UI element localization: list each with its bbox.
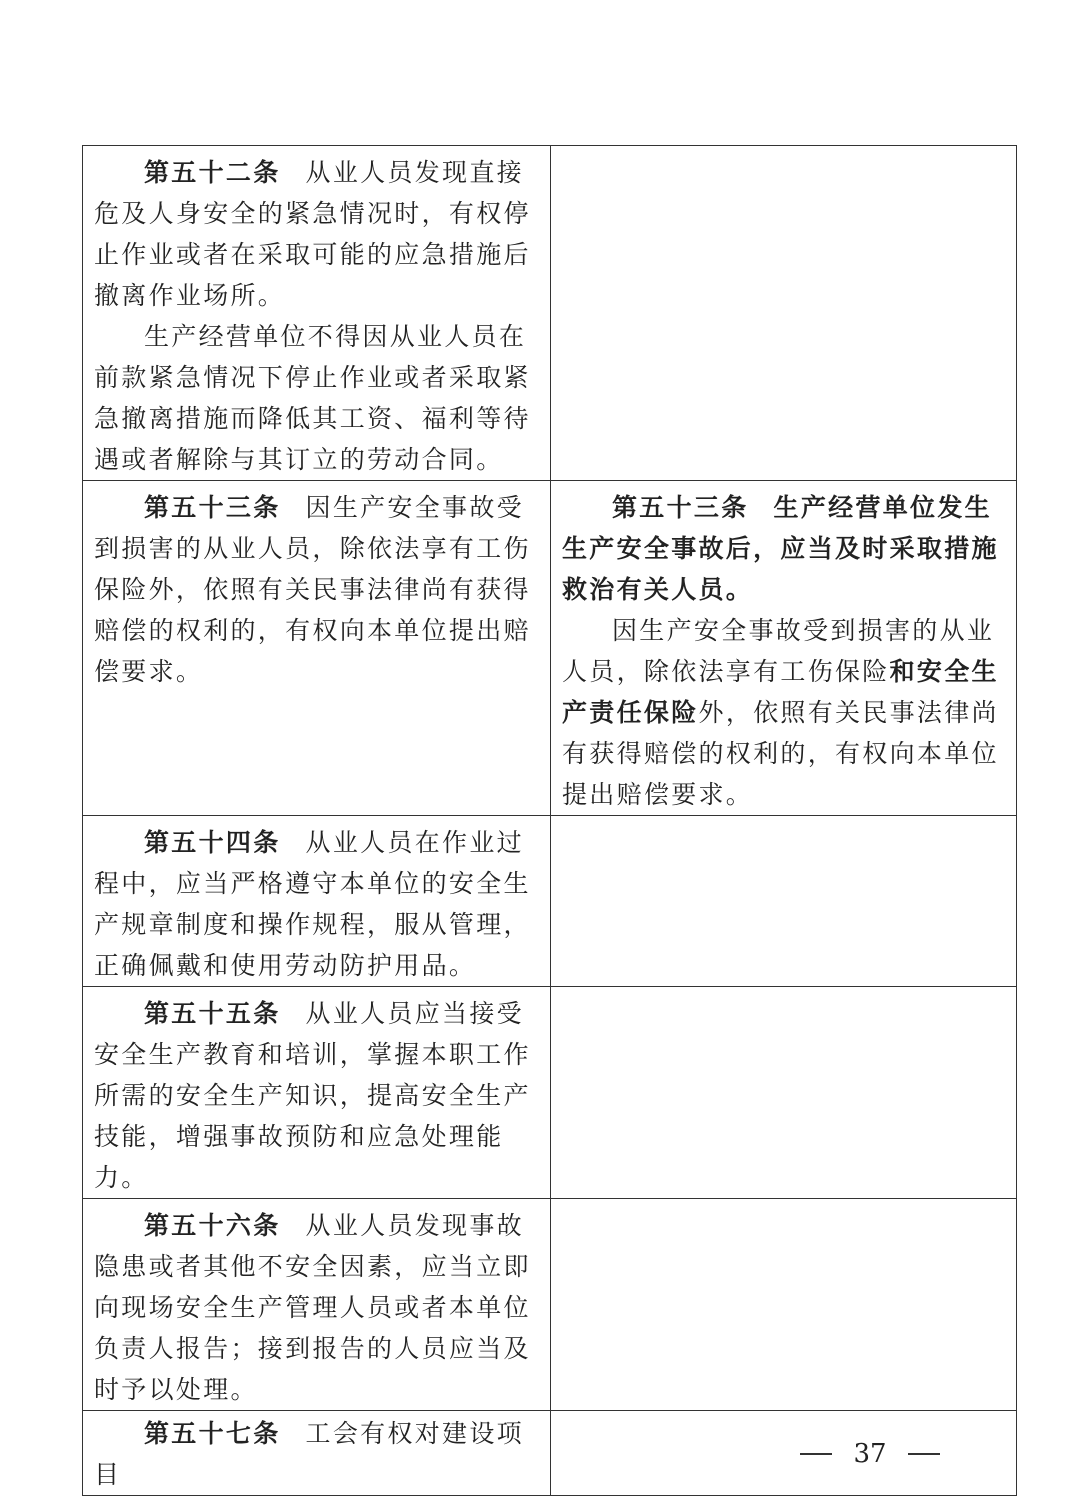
article-number: 第五十三条 [612,493,749,522]
article-text: 工会有权对建设项目 [94,1419,524,1489]
article-number: 第五十六条 [144,1211,281,1240]
article-number: 第五十五条 [144,999,281,1028]
article-text-added: 和安全生产责任保险 [562,657,999,727]
article-text: 生产经营单位不得因从业人员在前款紧急情况下停止作业或者采取紧急撤离措施而降低其工资、福利等待遇或者解除与其订立的劳动合同。 [94,322,531,474]
left-cell [83,987,551,1199]
article-number: 第五十三条 [144,493,281,522]
table-row [83,146,1017,481]
article-text: 从业人员在作业过程中，应当严格遵守本单位的安全生产规章制度和操作规程，服从管理，正确佩戴和使用劳动防护用品。 [94,828,531,980]
article-text: 从业人员应当接受安全生产教育和培训，掌握本职工作所需的安全生产知识，提高安全生产技能，增强事故预防和应急处理能力。 [94,999,531,1192]
table-row [83,1199,1017,1411]
article-number: 第五十四条 [144,828,281,857]
article-paragraph [94,993,540,1198]
article-text: 因生产安全事故受到损害的从业人员，除依法享有工伤保险 [562,616,995,686]
right-cell [551,816,1017,987]
footer-dash-right [908,1453,940,1455]
right-cell [551,1411,1017,1496]
article-text: 从业人员发现直接危及人身安全的紧急情况时，有权停止作业或者在采取可能的应急措施后撤离作业场所。 [94,158,531,310]
article-paragraph [94,152,540,316]
article-paragraph [562,487,1006,610]
article-text: 因生产安全事故受到损害的从业人员，除依法享有工伤保险外，依照有关民事法律尚有获得赔偿的权利的，有权向本单位提出赔偿要求。 [94,493,531,686]
article-number: 第五十七条 [144,1419,281,1448]
article-paragraph [562,610,1006,815]
right-cell [551,481,1017,816]
page-number: 37 [853,1439,887,1469]
article-text-added: 生产经营单位发生生产安全事故后，应当及时采取措施救治有关人员。 [562,493,999,604]
article-text: 从业人员发现事故隐患或者其他不安全因素，应当立即向现场安全生产管理人员或者本单位负责人报告；接到报告的人员应当及时予以处理。 [94,1211,531,1404]
article-paragraph [94,316,540,480]
article-paragraph [94,822,540,986]
article-number: 第五十二条 [144,158,281,187]
right-cell [551,987,1017,1199]
page-footer [800,1434,940,1474]
left-cell [83,146,551,481]
article-paragraph [94,1413,540,1495]
article-paragraph [94,487,540,692]
table-row [83,481,1017,816]
article-text: 外，依照有关民事法律尚有获得赔偿的权利的，有权向本单位提出赔偿要求。 [562,698,999,809]
law-comparison-table [82,145,1017,1496]
right-cell [551,1199,1017,1411]
article-paragraph [94,1205,540,1410]
left-cell [83,1199,551,1411]
left-cell [83,481,551,816]
table-row [83,987,1017,1199]
footer-dash-left [800,1453,832,1455]
table-row [83,816,1017,987]
left-cell [83,816,551,987]
left-cell [83,1411,551,1496]
right-cell [551,146,1017,481]
